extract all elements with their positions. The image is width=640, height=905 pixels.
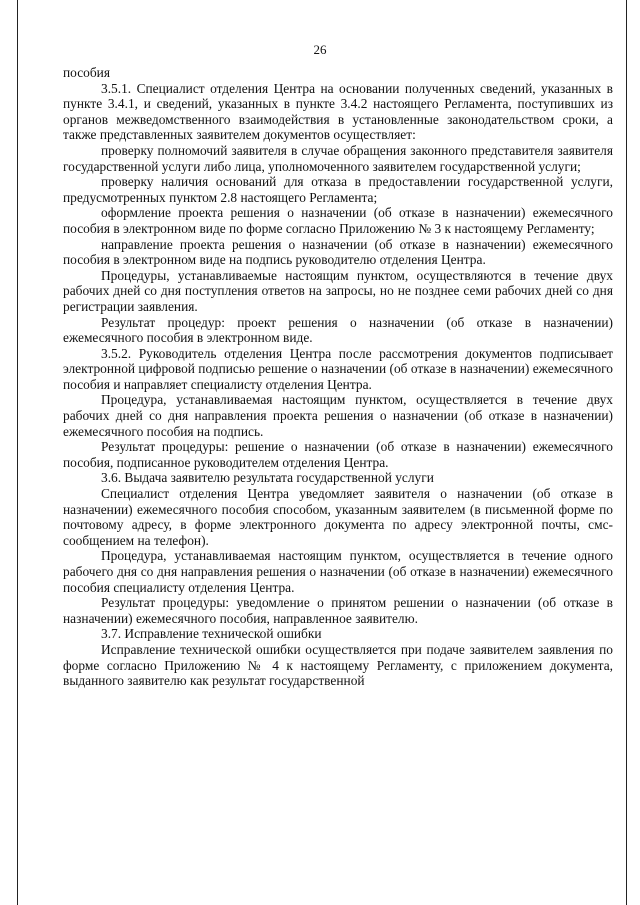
paragraph: проверку наличия оснований для отказа в предоставлении государственной услуги, предусмотренных пунктом 2.8 настоящего Регламента; [63, 174, 613, 205]
paragraph: Специалист отделения Центра уведомляет заявителя о назначении (об отказе в назначении) ежемесячного пособия способом, указанным заявителем (в письменной форме по почтовому адресу, в форме электронного документа по адресу электронной почты, смс-сообщением на телефон). [63, 486, 613, 548]
paragraph: Процедура, устанавливаемая настоящим пунктом, осуществляется в течение двух рабочих дней со дня направления проекта решения о назначении (об отказе в назначении) ежемесячного пособия на подпись. [63, 392, 613, 439]
paragraph: проверку полномочий заявителя в случае обращения законного представителя заявителя государственной услуги либо лица, уполномоченного заявителем государственной услуги; [63, 142, 613, 174]
paragraph: Процедура, устанавливаемая настоящим пунктом, осуществляется в течение одного рабочего дня со дня направления решения о назначении (об отказе в назначении) ежемесячного пособия специалисту отделения Центра. [63, 548, 613, 595]
page-number: 26 [313, 42, 327, 57]
paragraph: направление проекта решения о назначении (об отказе в назначении) ежемесячного пособия в электронном виде на подпись руководителю отделения Центра. [63, 236, 613, 268]
paragraph: пособия [63, 65, 110, 80]
paragraph: Результат процедуры: решение о назначении (об отказе в назначении) ежемесячного пособия, подписанное руководителем отделения Центра. [63, 439, 613, 470]
paragraph: оформление проекта решения о назначении (об отказе в назначении) ежемесячного пособия в электронном виде по форме согласно Приложению № 3 к настоящему Регламенту; [63, 205, 613, 236]
scan-left-border [17, 0, 18, 905]
paragraph: Процедуры, устанавливаемые настоящим пунктом, осуществляются в течение двух рабочих дней со дня поступления ответов на запросы, но не позднее семи рабочих дней со дня регистрации заявления. [63, 267, 613, 314]
section-heading: 3.6. Выдача заявителю результата государственной услуги [101, 470, 434, 486]
document-body [63, 65, 613, 689]
section-heading: 3.7. Исправление технической ошибки [101, 626, 322, 642]
scan-right-border [626, 0, 627, 905]
paragraph: Результат процедуры: уведомление о принятом решении о назначении (об отказе в назначении) ежемесячного пособия, направленное заявителю. [63, 595, 613, 626]
paragraph: Исправление технической ошибки осуществляется при подаче заявителем заявления по форме согласно Приложению № 4 к настоящему Регламенту, с приложением документа, выданного заявителю как результат государственной [63, 641, 613, 689]
paragraph: 3.5.1. Специалист отделения Центра на основании полученных сведений, указанных в пункте 3.4.1, и сведений, указанных в пункте 3.4.2 настоящего Регламента, поступивших из органов межведомственного взаимодействия в установленные законодательством сроки, а также представленных заявителем документов осуществляет: [63, 80, 613, 143]
paragraph: Результат процедур: проект решения о назначении (об отказе в назначении) ежемесячного пособия в электронном виде. [63, 314, 613, 346]
paragraph: 3.5.2. Руководитель отделения Центра после рассмотрения документов подписывает электронной цифровой подписью решение о назначении (об отказе в назначении) ежемесячного пособия и направляет специалисту отделения Центра. [63, 345, 613, 392]
